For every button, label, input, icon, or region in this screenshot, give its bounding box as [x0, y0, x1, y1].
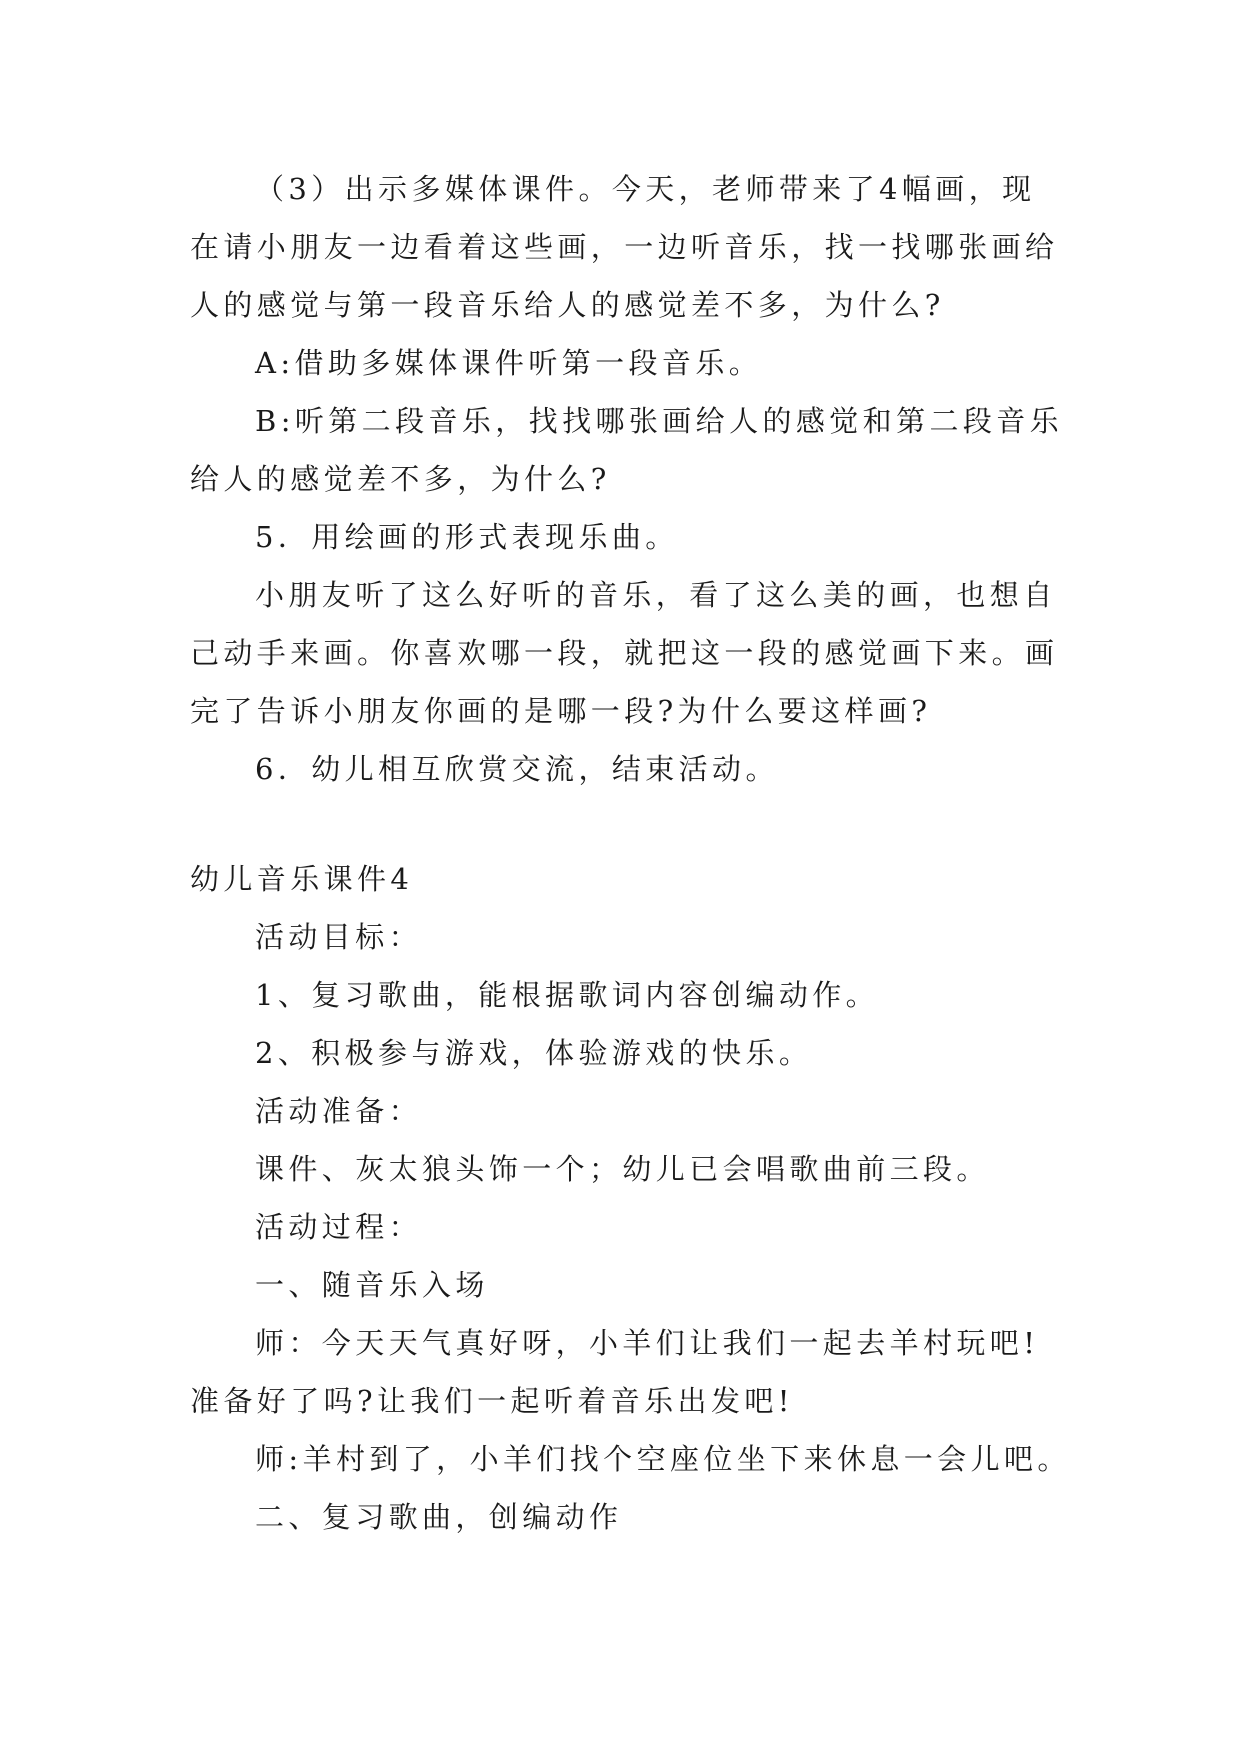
paragraph-line: 准备好了吗?让我们一起听着音乐出发吧!: [190, 1384, 794, 1418]
paragraph-line: 课件、灰太狼头饰一个；幼儿已会唱歌曲前三段。: [255, 1152, 990, 1186]
paragraph-line: 在请小朋友一边看着这些画，一边听音乐，找一找哪张画给: [190, 230, 1059, 264]
paragraph-line: A:借助多媒体课件听第一段音乐。: [255, 346, 763, 380]
paragraph-line: 小朋友听了这么好听的音乐，看了这么美的画，也想自: [255, 578, 1057, 612]
paragraph-line: 二、复习歌曲，创编动作: [255, 1500, 623, 1534]
paragraph-line: 5．用绘画的形式表现乐曲。: [255, 520, 679, 554]
paragraph-line: 活动目标：: [255, 920, 423, 954]
paragraph-line: （3）出示多媒体课件。今天，老师带来了4幅画，现: [255, 172, 1036, 206]
paragraph-line: 师：今天天气真好呀，小羊们让我们一起去羊村玩吧!: [255, 1326, 1040, 1360]
section-title: 幼儿音乐课件4: [190, 862, 414, 896]
paragraph-line: 2、积极参与游戏，体验游戏的快乐。: [255, 1036, 813, 1070]
section-part-2: [190, 908, 1071, 1546]
paragraph-line: 己动手来画。你喜欢哪一段，就把这一段的感觉画下来。画: [190, 636, 1059, 670]
paragraph-line: 活动准备：: [255, 1094, 423, 1128]
paragraph-line: 1、复习歌曲，能根据歌词内容创编动作。: [255, 978, 880, 1012]
paragraph-line: 6．幼儿相互欣赏交流，结束活动。: [255, 752, 779, 786]
section-part-1: [190, 160, 1064, 798]
paragraph-line: 给人的感觉差不多，为什么?: [190, 462, 611, 496]
paragraph-line: 人的感觉与第一段音乐给人的感觉差不多，为什么?: [190, 288, 945, 322]
paragraph-line: B:听第二段音乐，找找哪张画给人的感觉和第二段音乐: [255, 404, 1064, 438]
section-spacer: [190, 798, 1050, 850]
paragraph-line: 师:羊村到了，小羊们找个空座位坐下来休息一会儿吧。: [255, 1442, 1071, 1476]
paragraph-line: 完了告诉小朋友你画的是哪一段?为什么要这样画?: [190, 694, 932, 728]
paragraph-line: 一、随音乐入场: [255, 1268, 489, 1302]
paragraph-line: 活动过程：: [255, 1210, 423, 1244]
document-body: [190, 160, 1071, 1546]
